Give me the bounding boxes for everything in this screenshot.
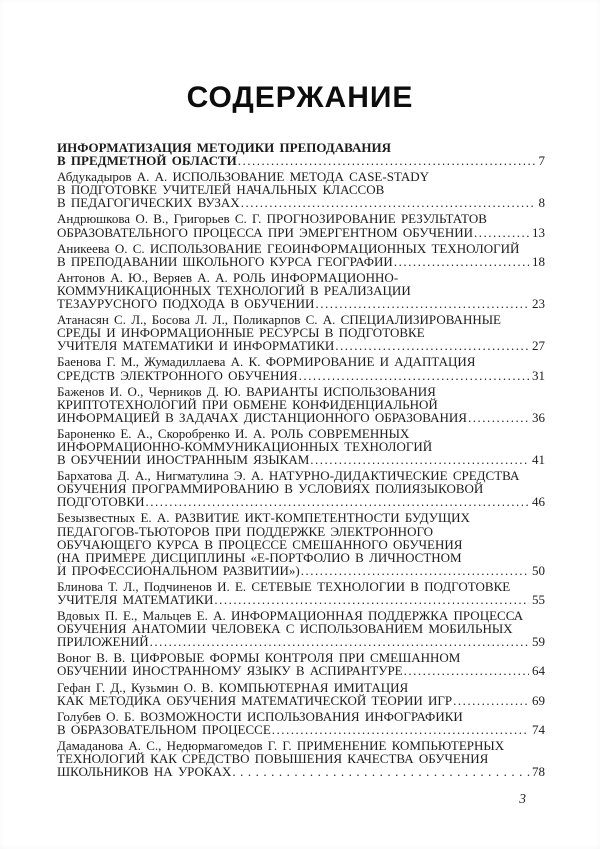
toc-entry-lastline-text: СРЕДСТВ ЭЛЕКТРОННОГО ОБУЧЕНИЯ [57,367,298,383]
toc-entry-line: Бароненко Е. А., Скоробренко И. А. РОЛЬ СОВРЕМЕННЫХ [57,425,410,441]
toc-entry [57,313,545,352]
toc-entry-line: Гефан Г. Д., Кузьмин О. В. КОМПЬЮТЕРНАЯ ИМИТАЦИЯ [57,679,409,695]
toc-entry-page: 74 [532,721,545,737]
toc-entry [57,427,545,466]
toc-entry-page: 55 [532,592,545,607]
toc-entry-page: 69 [532,692,545,708]
toc-entry-line: Голубев О. Б. ВОЗМОЖНОСТИ ИСПОЛЬЗОВАНИЯ ИНФОГРАФИКИ [57,708,463,724]
toc-entry-line: Андрюшкова О. В., Григорьев С. Г. ПРОГНОЗИРОВАНИЕ РЕЗУЛЬТАТОВ [57,211,487,227]
toc-entry [57,170,545,209]
toc-entry-lastline [57,226,545,239]
toc-entry [57,710,545,736]
toc-entry-lastline [57,339,545,352]
toc-entry-lastline [57,765,545,778]
dot-leader [310,453,529,466]
toc-entry [57,242,545,268]
toc-entry-line: (НА ПРИМЕРЕ ДИСЦИПЛИНЫ «Е-ПОРТФОЛИО В ЛИЧНОСТНОМ [57,549,462,565]
toc-entry [57,651,545,677]
toc-entry-lines [57,242,545,255]
toc-entry-line: Баженов И. О., Черников Д. Ю. ВАРИАНТЫ ИСПОЛЬЗОВАНИЯ [57,383,436,399]
toc-entry-lastline-text: ТЕЗАУРУСНОГО ПОДХОДА В ОБУЧЕНИИ [57,296,315,312]
toc-entry [57,271,545,310]
toc-entry-page: 13 [532,224,545,240]
toc-entry-line: В ПОДГОТОВКЕ УЧИТЕЛЕЙ НАЧАЛЬНЫХ КЛАССОВ [57,182,385,198]
dot-leader [315,297,529,310]
dot-leader [335,339,529,352]
toc-entry-lastline [57,723,545,736]
toc-entry-line: Безызвестных Е. А. РАЗВИТИЕ ИКТ-КОМПЕТЕНТНОСТИ БУДУЩИХ [57,510,470,526]
toc-entry-lastline-text: ПОДГОТОВКИ [57,494,145,510]
toc-entry-lastline-text: В ОБУЧЕНИИ ИНОСТРАННЫМ ЯЗЫКАМ [57,452,310,468]
toc-entry-lastline [57,411,545,424]
toc-entry-lastline [57,664,545,677]
toc-entry-page: 41 [532,452,545,468]
dot-leader [145,495,529,508]
toc-entry-lines [57,355,545,368]
toc-entries [57,170,545,778]
toc-entry-line: Абдукадыров А. А. ИСПОЛЬЗОВАНИЕ МЕТОДА CASE-STADY [57,169,429,185]
toc-entry-line: ОБУЧАЮЩЕГО КУРСА В ПРОЦЕССЕ СМЕШАННОГО ОБУЧЕНИЯ [57,536,463,552]
toc-entry-lines [57,609,545,635]
toc-entry-line: СРЕДЫ И ИНФОРМАЦИОННЫЕ РЕСУРСЫ В ПОДГОТОВКЕ [57,325,425,341]
dot-leader [394,255,529,268]
toc-entry-line: КОММУНИКАЦИОННЫХ ТЕХНОЛОГИЙ В РЕАЛИЗАЦИИ [57,282,411,298]
toc-entry-page: 27 [532,338,545,354]
toc-entry-page: 18 [532,253,545,269]
toc-entry-page: 59 [532,634,545,650]
toc-section-heading-line: В ПРЕДМЕТНОЙ ОБЛАСТИ [57,153,237,169]
toc-entry-lines [57,739,545,765]
dot-leader [150,635,529,648]
toc-entry-line: ОБУЧЕНИЯ ПРОГРАММИРОВАНИЮ В УСЛОВИЯХ ПОЛИЯЗЫКОВОЙ [57,481,484,497]
toc-entry [57,739,545,778]
toc-entry-line: Баенова Г. М., Жумадиллаева А. К. ФОРМИРОВАНИЕ И АДАПТАЦИЯ [57,354,476,370]
toc-entry-lastline-text: В ПЕДАГОГИЧЕСКИХ ВУЗАХ [57,195,240,211]
toc-entry-line: ТЕХНОЛОГИЙ КАК СРЕДСТВО ПОВЫШЕНИЯ КАЧЕСТВА ОБУЧЕНИЯ [57,751,489,767]
toc-entry-lastline [57,564,545,577]
toc-entry [57,212,545,238]
toc-entry [57,681,545,707]
toc-entry-line: ПЕДАГОГОВ-ТЬЮТОРОВ ПРИ ПОДДЕРЖКЕ ЭЛЕКТРОННОГО [57,523,434,539]
toc-entry-lastline [57,453,545,466]
toc-entry [57,580,545,606]
toc-entry-lastline [57,369,545,382]
dot-leader [232,765,532,778]
toc-entry-line: ИНФОРМАЦИОННО-КОММУНИКАЦИОННЫХ ТЕХНОЛОГИЙ [57,438,433,454]
toc-entry-page: 31 [532,367,545,383]
toc-entry-lines [57,313,545,339]
toc-entry-lastline [57,593,545,606]
toc-entry-line: Антонов А. Ю., Веряев А. А. РОЛЬ ИНФОРМАЦИОННО- [57,269,399,285]
toc-entry-line: Воног В. В. ЦИФРОВЫЕ ФОРМЫ КОНТРОЛЯ ПРИ СМЕШАННОМ [57,650,461,666]
toc-entry-lastline-text: И ПРОФЕССИОНАЛЬНОМ РАЗВИТИИ») [57,562,300,578]
toc-entry-page: 8 [538,195,545,211]
toc-entry-lastline [57,297,545,310]
toc-entry-line: Аникеева О. С. ИСПОЛЬЗОВАНИЕ ГЕОИНФОРМАЦИОННЫХ ТЕХНОЛОГИЙ [57,240,520,256]
toc-entry [57,355,545,381]
toc-entry-line: Блинова Т. Л., Подчиненов И. Е. СЕТЕВЫЕ ТЕХНОЛОГИИ В ПОДГОТОВКЕ [57,578,511,594]
toc-entry-lastline [57,635,545,648]
toc-entry-lastline-text: КАК МЕТОДИКА ОБУЧЕНИЯ МАТЕМАТИЧЕСКОЙ ТЕОРИИ ИГР [57,692,453,708]
toc-entry-lines [57,212,545,225]
toc-entry-lastline-text: ИНФОРМАЦИЕЙ В ЗАДАЧАХ ДИСТАНЦИОННОГО ОБРАЗОВАНИЯ [57,409,467,425]
dot-leader [241,196,536,209]
toc-entry-page: 50 [532,562,545,578]
toc-entry-page: 23 [532,296,545,312]
toc-section-heading-line: ИНФОРМАТИЗАЦИЯ МЕТОДИКИ ПРЕПОДАВАНИЯ [57,140,391,155]
dot-leader [272,723,529,736]
toc-entry-lastline [57,196,545,209]
toc-entry [57,385,545,424]
table-of-contents [57,138,545,778]
toc-entry-lastline-text: УЧИТЕЛЯ МАТЕМАТИКИ И ИНФОРМАТИКИ [57,338,335,354]
dot-leader [404,664,529,677]
toc-entry-lines [57,170,545,196]
toc-entry-line: Бархатова Д. А., Нигматулина Э. А. НАТУРНО-ДИДАКТИЧЕСКИЕ СРЕДСТВА [57,468,520,484]
toc-section-heading-page: 7 [538,153,545,169]
toc-entry-lines [57,681,545,694]
toc-entry-lastline-text: УЧИТЕЛЯ МАТЕМАТИКИ [57,592,214,607]
page-title: СОДЕРЖАНИЕ [186,81,414,114]
toc-entry-line: Вдовых П. Е., Мальцев Е. А. ИНФОРМАЦИОННАЯ ПОДДЕРЖКА ПРОЦЕССА [57,608,524,624]
toc-entry-lastline [57,495,545,508]
toc-section-heading [57,141,545,167]
toc-entry-page: 36 [532,409,545,425]
toc-entry-lines [57,469,545,495]
toc-entry-lines [57,271,545,297]
toc-entry-lastline-text: ОБРАЗОВАТЕЛЬНОГО ПРОЦЕССА ПРИ ЭМЕРГЕНТНОМ ОБУЧЕНИИ [57,224,474,240]
toc-entry-lastline [57,694,545,707]
toc-entry-lastline-text: В ПРЕПОДАВАНИИ ШКОЛЬНОГО КУРСА ГЕОГРАФИИ [57,253,393,269]
toc-entry-lines [57,511,545,563]
toc-entry-lines [57,385,545,411]
toc-entry-line: КРИПТОТЕХНОЛОГИЙ ПРИ ОБМЕНЕ КОНФИДЕНЦИАЛЬНОЙ [57,396,438,412]
dot-leader [238,154,536,167]
dot-leader [468,411,529,424]
toc-entry-lastline-text: ШКОЛЬНИКОВ НА УРОКАХ [57,764,232,779]
toc-entry-lastline [57,255,545,268]
toc-entry-page: 46 [532,494,545,510]
dot-leader [214,593,529,606]
toc-section-heading-lastline [57,154,545,167]
toc-entry-lines [57,427,545,453]
footer-page-number: 3 [519,791,526,806]
toc-entry [57,609,545,648]
toc-entry-line: Атанасян С. Л., Босова Л. Л., Поликарпов С. А. СПЕЦИАЛИЗИРОВАННЫЕ [57,312,501,328]
toc-entry-page: 78 [532,764,545,779]
toc-entry-lastline-text: ПРИЛОЖЕНИЙ [57,634,149,650]
toc-entry-lastline-text: ОБУЧЕНИИ ИНОСТРАННОМУ ЯЗЫКУ В АСПИРАНТУРЕ [57,663,403,679]
toc-entry-lastline-text: В ОБРАЗОВАТЕЛЬНОМ ПРОЦЕССЕ [57,721,271,737]
toc-entry-line: ОБУЧЕНИЯ АНАТОМИИ ЧЕЛОВЕКА С ИСПОЛЬЗОВАНИЕМ МОБИЛЬНЫХ [57,621,513,637]
toc-entry-page: 64 [532,663,545,679]
toc-entry [57,469,545,508]
toc-entry [57,511,545,576]
dot-leader [299,369,529,382]
toc-entry-line: Дамаданова А. С., Недюрмагомедов Г. Г. ПРИМЕНЕНИЕ КОМПЬЮТЕРНЫХ [57,737,505,753]
dot-leader [453,694,529,707]
dot-leader [474,226,529,239]
dot-leader [301,564,529,577]
toc-entry-lines [57,710,545,723]
